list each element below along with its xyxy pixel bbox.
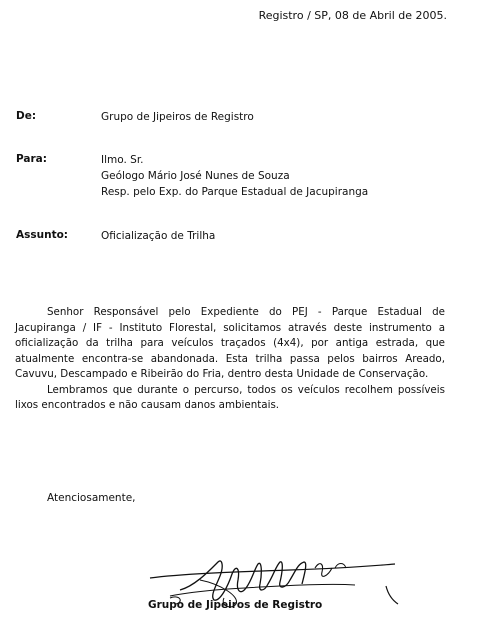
body-paragraph-1: Senhor Responsável pelo Expediente do PEJ - Parque Estadual de Jacupiranga / IF - Instituto Florestal, solicitamos através deste instrumento a oficialização da trilha para veículos traçados (4x4), por antiga estrada, que atualmente encontra-se abandonada. Esta trilha passa pelos bairros Areado, Cavuvu, Descampado e Ribeirão do Fria, dentro desta Unidade de Conservação. <box>15 306 445 380</box>
to-line-1: Ilmo. Sr. <box>101 154 144 166</box>
subject-label: Assunto: <box>16 229 69 241</box>
from-label: De: <box>16 110 37 122</box>
closing-salutation: Atenciosamente, <box>47 492 136 504</box>
date-line: Registro / SP, 08 de Abril de 2005. <box>258 9 447 22</box>
signature-name: Grupo de Jipeiros de Registro <box>148 599 323 611</box>
to-line-2: Geólogo Mário José Nunes de Souza <box>101 170 290 182</box>
from-value: Grupo de Jipeiros de Registro <box>101 111 254 123</box>
to-label: Para: <box>16 153 47 165</box>
subject-value: Oficialização de Trilha <box>101 230 216 242</box>
body-paragraph-2: Lembramos que durante o percurso, todos os veículos recolhem possíveis lixos encontrados e não causam danos ambientais. <box>15 383 445 411</box>
to-line-3: Resp. pelo Exp. do Parque Estadual de Jacupiranga <box>101 186 369 198</box>
letter-body <box>15 305 445 414</box>
